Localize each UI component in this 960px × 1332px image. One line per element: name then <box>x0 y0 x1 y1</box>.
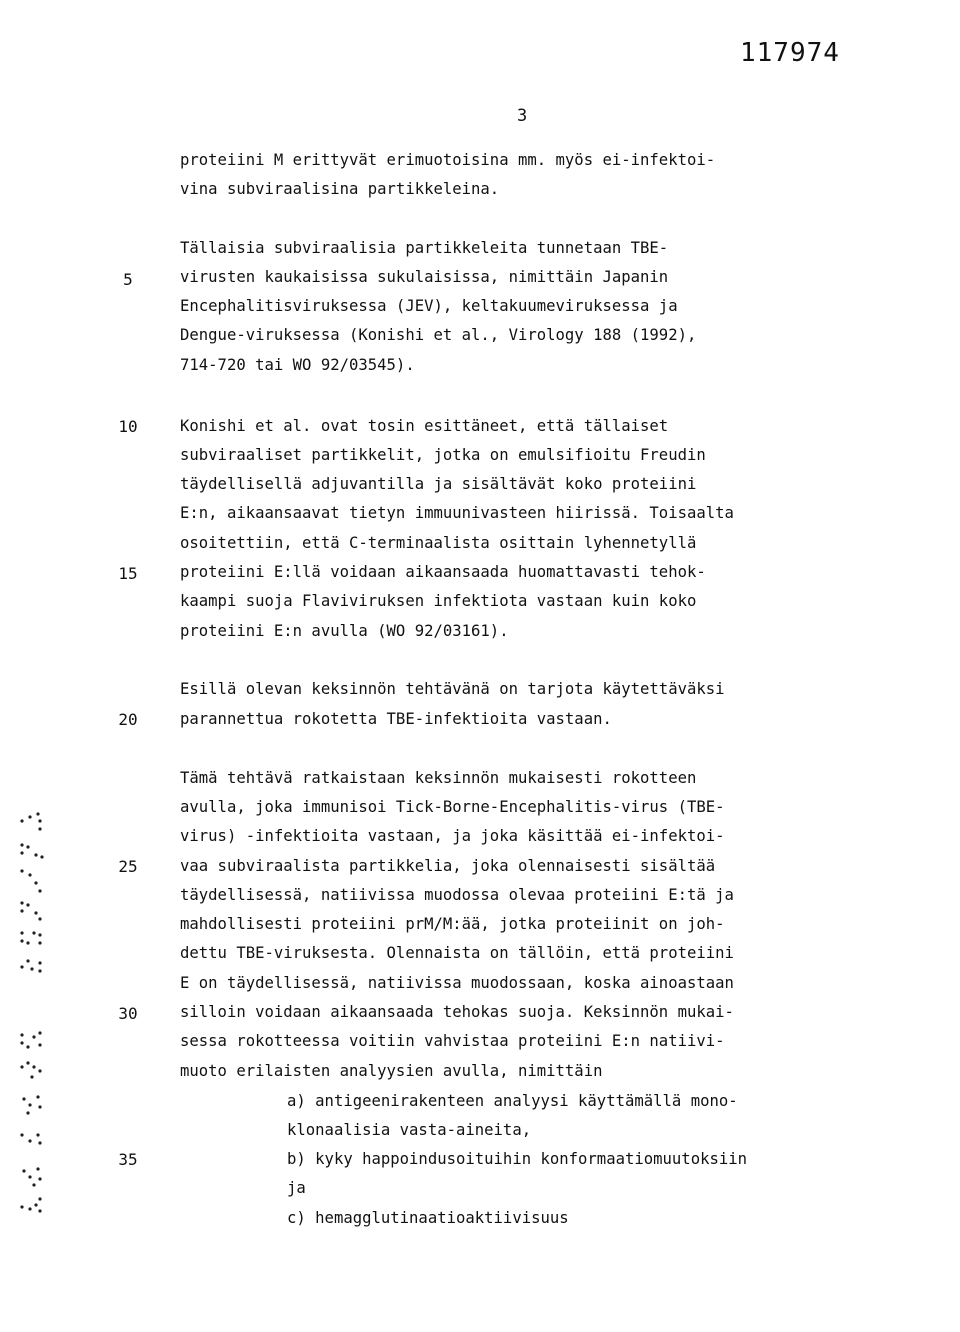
text-line: parannettua rokotetta TBE-infektioita vastaan. <box>180 710 612 728</box>
text-line: dettu TBE-viruksesta. Olennaista on tällöin, että proteiini <box>180 944 734 962</box>
text-line: virus) -infektioita vastaan, ja joka käsittää ei-infektoi- <box>180 827 725 845</box>
line-number: 15 <box>118 564 138 583</box>
text-line: sessa rokotteessa voitiin vahvistaa proteiini E:n natiivi- <box>180 1032 725 1050</box>
line-number: 30 <box>118 1004 138 1023</box>
line-number: 5 <box>123 270 133 289</box>
text-line: Konishi et al. ovat tosin esittäneet, että tällaiset <box>180 417 669 435</box>
text-line: vaa subviraalista partikkelia, joka olennaisesti sisältää <box>180 857 716 875</box>
text-line: proteiini E:n avulla (WO 92/03161). <box>180 622 509 640</box>
text-line: avulla, joka immunisoi Tick-Borne-Encephalitis-virus (TBE- <box>180 798 725 816</box>
text-line: subviraaliset partikkelit, jotka on emulsifioitu Freudin <box>180 446 706 464</box>
text-line: täydellisellä adjuvantilla ja sisältävät koko proteiini <box>180 475 697 493</box>
line-number: 35 <box>118 1150 138 1169</box>
text-line: virusten kaukaisissa sukulaisissa, nimittäin Japanin <box>180 268 669 286</box>
list-item: b) kyky happoindusoituihin konformaatiomuutoksiin <box>287 1150 748 1168</box>
text-line: Tämä tehtävä ratkaistaan keksinnön mukaisesti rokotteen <box>180 769 697 787</box>
text-line: osoitettiin, että C-terminaalista osittain lyhennetyllä <box>180 534 697 552</box>
list-item: c) hemagglutinaatioaktiivisuus <box>287 1209 569 1227</box>
text-line: muoto erilaisten analyysien avulla, nimittäin <box>180 1062 603 1080</box>
list-item: a) antigeenirakenteen analyysi käyttämällä mono- <box>287 1092 738 1110</box>
text-line: mahdollisesti proteiini prM/M:ää, jotka proteiinit on joh- <box>180 915 725 933</box>
text-line: vina subviraalisina partikkeleina. <box>180 180 500 198</box>
line-number: 20 <box>118 710 138 729</box>
text-line: proteiini M erittyvät erimuotoisina mm. myös ei-infektoi- <box>180 151 716 169</box>
text-line: silloin voidaan aikaansaada tehokas suoja. Keksinnön mukai- <box>180 1003 734 1021</box>
list-item: ja <box>287 1179 306 1197</box>
page-number: 3 <box>517 106 528 126</box>
text-line: kaampi suoja Flaviviruksen infektiota vastaan kuin koko <box>180 592 697 610</box>
text-line: proteiini E:llä voidaan aikaansaada huomattavasti tehok- <box>180 563 706 581</box>
text-line: Encephalitisviruksessa (JEV), keltakuumeviruksessa ja <box>180 297 678 315</box>
text-line: Dengue-viruksessa (Konishi et al., Virology 188 (1992), <box>180 326 697 344</box>
margin-dot-marks <box>14 805 74 1245</box>
text-line: täydellisessä, natiivissa muodossa olevaa proteiini E:tä ja <box>180 886 734 904</box>
document-number: 117974 <box>740 38 840 68</box>
text-line: Esillä olevan keksinnön tehtävänä on tarjota käytettäväksi <box>180 680 725 698</box>
line-number: 10 <box>118 417 138 436</box>
text-line: 714-720 tai WO 92/03545). <box>180 356 415 374</box>
text-line: E on täydellisessä, natiivissa muodossaan, koska ainoastaan <box>180 974 734 992</box>
line-number: 25 <box>118 857 138 876</box>
list-item: klonaalisia vasta-aineita, <box>287 1121 532 1139</box>
text-line: E:n, aikaansaavat tietyn immuunivasteen hiirissä. Toisaalta <box>180 504 734 522</box>
text-line: Tällaisia subviraalisia partikkeleita tunnetaan TBE- <box>180 239 669 257</box>
